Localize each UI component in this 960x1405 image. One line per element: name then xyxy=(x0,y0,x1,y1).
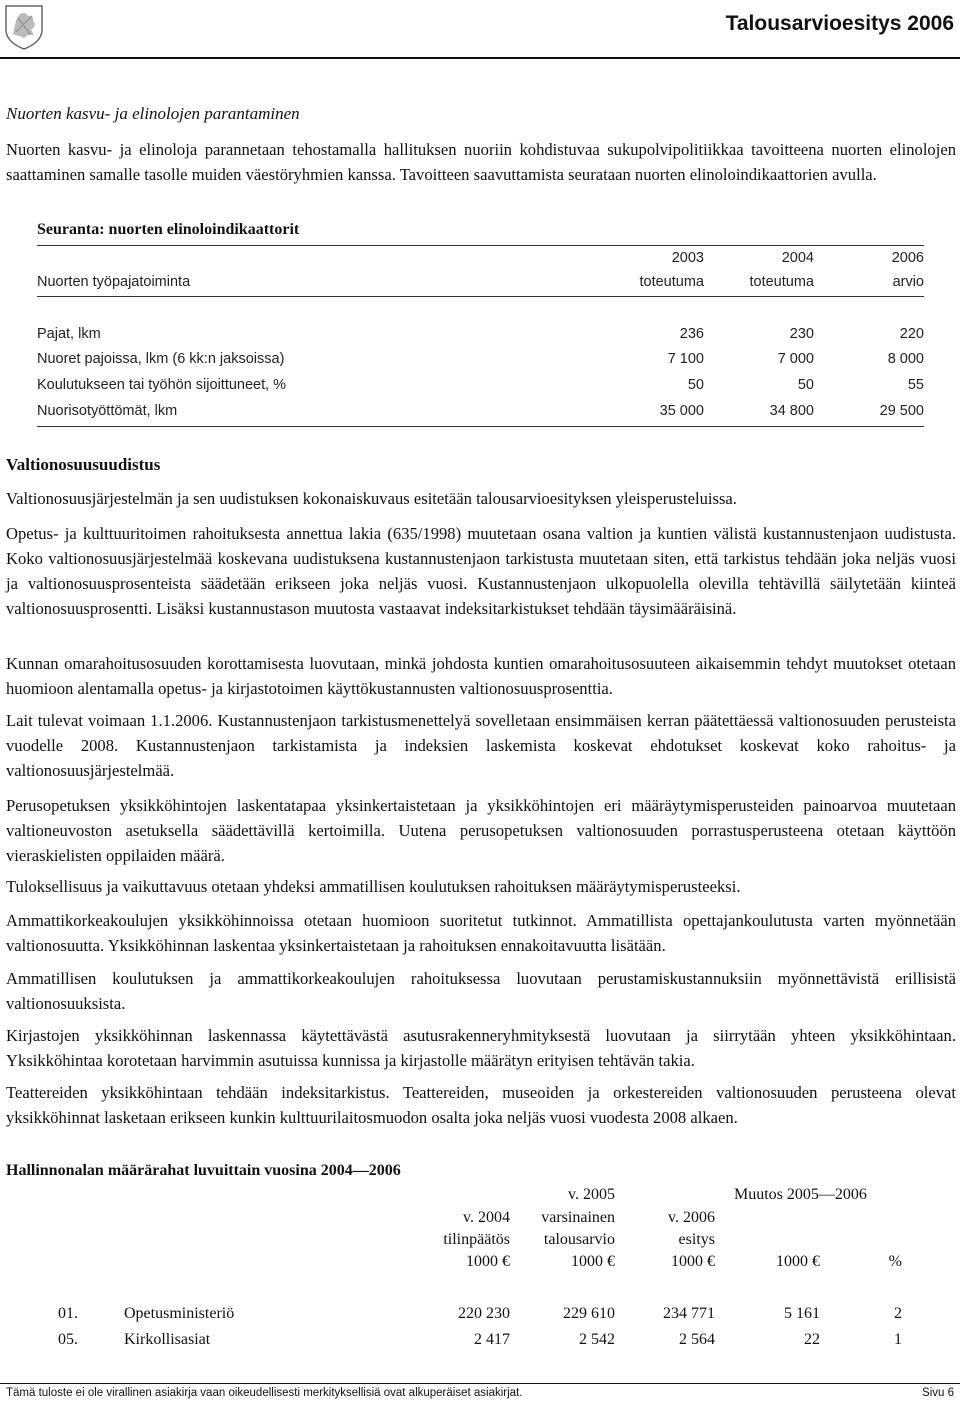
table1-title: Seuranta: nuorten elinoloindikaattorit xyxy=(37,221,300,238)
paragraph: Kunnan omarahoitusosuuden korottamisesta luovutaan, minkä johdosta kuntien omarahoitusosuuteen aikaisemmin tehdyt muutokset otetaan huomioon alentamalla opetus- ja kirjastotoimen käyttökustannusten valtionosuusprosenttia. xyxy=(6,654,956,698)
page-number: Sivu 6 xyxy=(922,1387,954,1399)
table-row-label: Koulutukseen tai työhön sijoittuneet, % xyxy=(37,377,287,393)
table-cell: 2 564 xyxy=(679,1331,715,1348)
table-cell: 8 000 xyxy=(887,351,924,367)
table2-header-cell: tilinpäätös xyxy=(443,1231,510,1248)
table1-col-year-2003: 2003 xyxy=(671,250,704,266)
table2-header-cell: esitys xyxy=(678,1231,715,1248)
table-cell: 234 771 xyxy=(663,1305,715,1322)
paragraph: Teattereiden yksikköhintaan tehdään indeksitarkistus. Teattereiden, museoiden ja orkestereiden valtionosuuden perusteena olevat yksikköhinnat lasketaan erikseen kunkin kulttuurilaitosmuodon osalta joka neljäs vuosi vuodesta 2008 alkaen. xyxy=(6,1083,956,1127)
table1-col-kind-2003: toteutuma xyxy=(639,274,704,290)
table2-header-cell: % xyxy=(888,1253,902,1270)
table1-bottom-rule xyxy=(37,426,924,427)
table-cell: 220 xyxy=(899,326,924,342)
table2-header-cell: v. 2004 xyxy=(463,1209,510,1226)
table-row-label: Pajat, lkm xyxy=(37,326,101,342)
table-cell: 220 230 xyxy=(458,1305,510,1322)
table2-header-change-group: Muutos 2005—2006 xyxy=(734,1186,867,1203)
page-header-title: Talousarvioesitys 2006 xyxy=(725,12,954,35)
table-cell: 229 610 xyxy=(563,1305,615,1322)
paragraph: Perusopetuksen yksikköhintojen laskentatapaa yksinkertaistetaan ja yksikköhintojen eri määräytymisperusteiden painoarvoa muutetaan valtioneuvoston asetuksella säädettävillä kertoimilla. Uutena perusopetuksen valtionosuuden porrastusperusteena otetaan käyttöön vieraskielisten oppilaiden määrä. xyxy=(6,796,956,865)
table2-header-cell: 1000 € xyxy=(671,1253,715,1270)
table2-header-cell: v. 2005 xyxy=(568,1186,615,1203)
table-cell: 34 800 xyxy=(769,403,814,419)
table-row-name: Kirkollisasiat xyxy=(124,1331,211,1348)
table-row-num: 01. xyxy=(58,1305,78,1322)
table-cell: 22 xyxy=(804,1331,820,1348)
table-cell: 7 000 xyxy=(777,351,814,367)
paragraph: Opetus- ja kulttuuritoimen rahoituksesta annettua lakia (635/1998) muutetaan osana valtion ja kuntien välistä kustannustenjaon uudistusta. Koko valtionosuusjärjestelmää koskevana uudistuksena kustannustenjaon tarkistusta muutetaan siten, että tarkistus tehdään joka neljäs vuosi ja valtionosuusprosenteista säädetään erikseen joka neljäs vuosi. Kustannustenjaon ulkopuolella olevilla tehtävillä säilytetään kiinteä valtionosuusprosentti. Lisäksi kustannustason muutosta vastaavat indeksitarkistukset tehdään täysimääräisinä. xyxy=(6,524,956,618)
footer-note: Tämä tuloste ei ole virallinen asiakirja vaan oikeudellisesti merkityksellisiä ovat alkuperäiset asiakirjat. xyxy=(6,1387,523,1399)
table1-col-year-2006: 2006 xyxy=(891,250,924,266)
table-cell: 35 000 xyxy=(659,403,704,419)
table2-header-cell: 1000 € xyxy=(776,1253,820,1270)
header-rule xyxy=(0,57,960,59)
table-cell: 2 542 xyxy=(579,1331,615,1348)
section-paragraph-youth: Nuorten kasvu- ja elinoloja parannetaan tehostamalla hallituksen nuoriin kohdistuvaa sukupolvipolitiikkaa tavoitteena nuorten elinolojen saattaminen samalle tasolle muiden väestöryhmien kanssa. Tavoitteen saavuttamista seurataan nuorten elinoloindikaattorien avulla. xyxy=(6,140,956,184)
table-cell: 7 100 xyxy=(667,351,704,367)
table-cell: 5 161 xyxy=(784,1305,820,1322)
table-row-num: 05. xyxy=(58,1331,78,1348)
footer-rule xyxy=(0,1383,960,1384)
table1-top-rule xyxy=(37,245,924,246)
paragraph: Valtionosuusjärjestelmän ja sen uudistuksen kokonaiskuvaus esitetään talousarvioesityksen yleisperusteluissa. xyxy=(6,489,737,508)
table-cell: 1 xyxy=(894,1331,902,1348)
table2-header-cell: varsinainen xyxy=(541,1209,615,1226)
paragraph: Kirjastojen yksikköhinnan laskennassa käytettävästä asutusrakenneryhmityksestä luovutaan ja siirrytään yhteen yksikköhintaan. Yksikköhintaa korotetaan harvimmin asutuissa kunnissa ja kirjastolle määrätyn erityisen tehtävän takia. xyxy=(6,1026,956,1070)
table2-header-cell: 1000 € xyxy=(571,1253,615,1270)
table-cell: 2 417 xyxy=(474,1331,510,1348)
table-row-name: Opetusministeriö xyxy=(124,1305,235,1322)
table1-col-kind-2006: arvio xyxy=(892,274,924,290)
paragraph: Lait tulevat voimaan 1.1.2006. Kustannustenjaon tarkistusmenettelyä sovelletaan ensimmäisen kerran päätettäessä valtionosuuden perusteista vuodelle 2008. Kustannustenjaon tarkistamista ja indeksien laskemista koskevat ehdotukset koskevat koko rahoitus- ja valtionosuusjärjestelmää. xyxy=(6,711,956,780)
table-cell: 50 xyxy=(797,377,814,393)
table2-header-cell: v. 2006 xyxy=(668,1209,715,1226)
paragraph: Ammatillisen koulutuksen ja ammattikorkeakoulujen rahoituksessa luovutaan perustamiskustannuksiin myönnettävistä erillisistä valtionosuuksista. xyxy=(6,969,956,1013)
paragraph: Ammattikorkeakoulujen yksikköhinnoissa otetaan huomioon suoritetut tutkinnot. Ammatillista opettajankoulutusta varten myönnetään valtionosuutta. Yksikköhinnan laskentaa yksinkertaistetaan ja rahoituksen ennakoitavuutta lisätään. xyxy=(6,911,956,955)
paragraph: Tuloksellisuus ja vaikuttavuus otetaan yhdeksi ammatillisen koulutuksen rahoituksen määräytymisperusteeksi. xyxy=(6,877,741,896)
table-row-label: Nuoret pajoissa, lkm (6 kk:n jaksoissa) xyxy=(37,351,285,367)
table1-header-rule xyxy=(37,296,924,297)
table-cell: 29 500 xyxy=(879,403,924,419)
table2-title: Hallinnonalan määrärahat luvuittain vuosina 2004—2006 xyxy=(6,1162,401,1179)
table-row-label: Nuorisotyöttömät, lkm xyxy=(37,403,178,419)
table1-col-kind-2004: toteutuma xyxy=(749,274,814,290)
table-cell: 230 xyxy=(789,326,814,342)
table-cell: 236 xyxy=(679,326,704,342)
section-title-valtionosuus: Valtionosuusuudistus xyxy=(6,455,161,474)
table2-header-cell: 1000 € xyxy=(466,1253,510,1270)
table-cell: 55 xyxy=(907,377,924,393)
table1-col-year-2004: 2004 xyxy=(781,250,814,266)
table2-header-cell: talousarvio xyxy=(543,1231,615,1248)
section-title-youth: Nuorten kasvu- ja elinolojen parantaminen xyxy=(6,104,300,123)
table-cell: 50 xyxy=(687,377,704,393)
crest-logo xyxy=(4,4,44,50)
table-cell: 2 xyxy=(894,1305,902,1322)
table1-row-header: Nuorten työpajatoiminta xyxy=(37,274,191,290)
